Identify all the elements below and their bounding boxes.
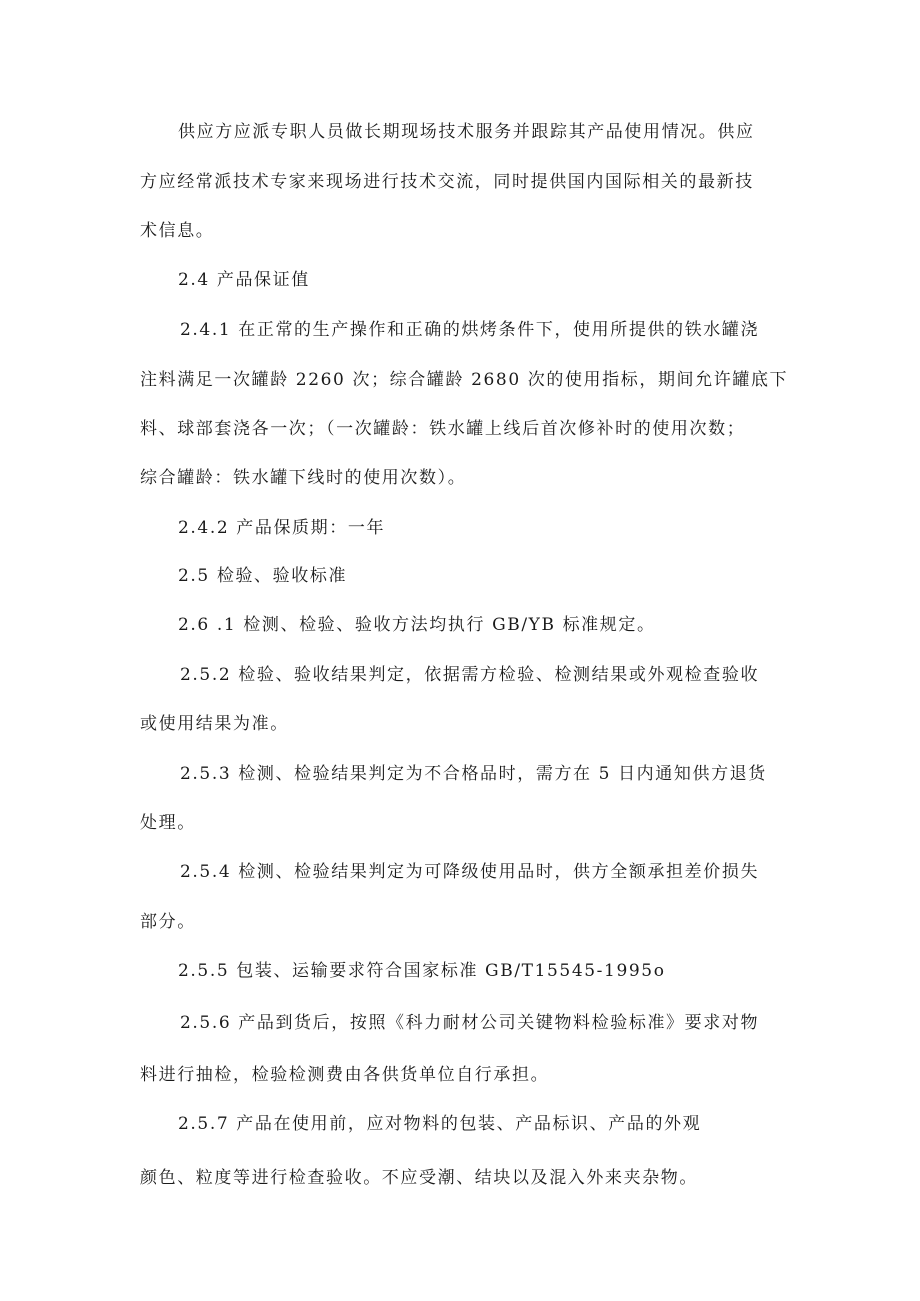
paragraph-line: 综合罐龄：铁水罐下线时的使用次数）。 bbox=[140, 468, 467, 488]
paragraph-line: 2.6 .1 检测、检验、验收方法均执行 GB/YB 标准规定。 bbox=[178, 615, 656, 635]
paragraph-line: 2.4.1 在正常的生产操作和正确的烘烤条件下，使用所提供的铁水罐浇 bbox=[180, 320, 760, 340]
paragraph-line: 2.5.4 检测、检验结果判定为可降级使用品时，供方全额承担差价损失 bbox=[180, 862, 760, 882]
paragraph-line: 2.5.7 产品在使用前，应对物料的包装、产品标识、产品的外观 bbox=[178, 1114, 702, 1134]
paragraph-line: 2.5.3 检测、检验结果判定为不合格品时，需方在 5 日内通知供方退货 bbox=[180, 764, 767, 784]
paragraph-line: 料、球部套浇各一次；（一次罐龄：铁水罐上线后首次修补时的使用次数； bbox=[140, 419, 746, 439]
paragraph-line: 颜色、粒度等进行检查验收。不应受潮、结块以及混入外来夹杂物。 bbox=[140, 1168, 698, 1188]
paragraph-line: 部分。 bbox=[140, 912, 196, 932]
paragraph-line: 或使用结果为准。 bbox=[140, 714, 289, 734]
paragraph-line: 方应经常派技术专家来现场进行技术交流，同时提供国内国际相关的最新技 bbox=[140, 172, 754, 192]
paragraph-line: 2.5.2 检验、验收结果判定，依据需方检验、检测结果或外观检查验收 bbox=[180, 665, 760, 685]
paragraph-line: 2.5.5 包装、运输要求符合国家标准 GB/T15545-1995o bbox=[178, 961, 666, 981]
section-heading: 2.5 检验、验收标准 bbox=[178, 566, 348, 586]
paragraph-line: 供应方应派专职人员做长期现场技术服务并跟踪其产品使用情况。供应 bbox=[178, 122, 755, 142]
paragraph-line: 处理。 bbox=[140, 813, 196, 833]
section-heading: 2.4 产品保证值 bbox=[178, 270, 310, 290]
paragraph-line: 2.4.2 产品保质期：一年 bbox=[178, 518, 386, 538]
paragraph-line: 2.5.6 产品到货后，按照《科力耐材公司关键物料检验标准》要求对物 bbox=[180, 1013, 760, 1033]
paragraph-line: 术信息。 bbox=[140, 221, 215, 241]
paragraph-line: 料进行抽检，检验检测费由各供货单位自行承担。 bbox=[140, 1065, 550, 1085]
paragraph-line: 注料满足一次罐龄 2260 次；综合罐龄 2680 次的使用指标，期间允许罐底下 bbox=[140, 370, 789, 390]
